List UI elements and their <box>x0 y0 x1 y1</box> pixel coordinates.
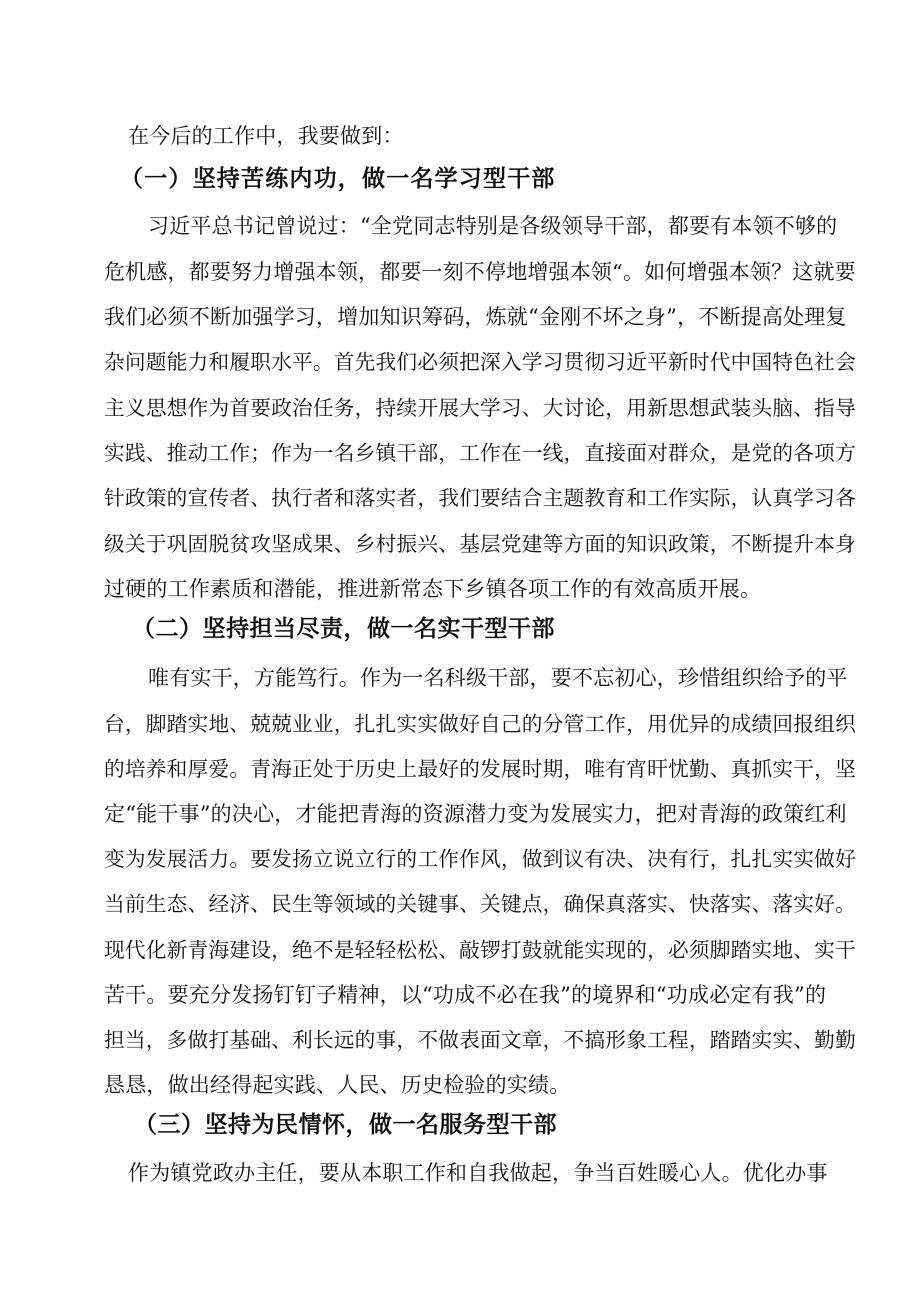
section-1-line-8: 级关于巩固脱贫攻坚成果、乡村振兴、基层党建等方面的知识政策，不断提升本身 <box>104 532 856 556</box>
section-1-line-6: 实践、推动工作；作为一名乡镇干部，工作在一线，直接面对群众，是党的各项方 <box>104 441 856 465</box>
section-3-line-1: 作为镇党政办主任，要从本职工作和自我做起，争当百姓暖心人。优化办事 <box>128 1161 828 1185</box>
section-2-line-7: 现代化新青海建设，绝不是轻轻松松、敲锣打鼓就能实现的，必须脚踏实地、实干 <box>104 938 856 962</box>
intro-line: 在今后的工作中，我要做到： <box>128 124 404 148</box>
section-1-line-5: 主义思想作为首要政治任务，持续开展大学习、大讨论，用新思想武装头脑、指导 <box>104 396 856 420</box>
section-1-line-2: 危机感，都要努力增强本领，都要一刻不停地增强本领“。如何增强本领？这就要 <box>104 260 856 284</box>
section-2-line-5: 变为发展活力。要发扬立说立行的工作作风，做到议有决、决有行，扎扎实实做好 <box>104 847 856 871</box>
section-1-line-7: 针政策的宣传者、执行者和落实者，我们要结合主题教育和工作实际，认真学习各 <box>104 486 856 510</box>
section-1-line-3: 我们必须不断加强学习，增加知识筹码，炼就“金刚不坏之身”，不断提高处理复 <box>104 305 847 329</box>
section-2-line-4: 定“能干事”的决心，才能把青海的资源潜力变为发展实力，把对青海的政策红利 <box>104 802 847 826</box>
section-3-heading: （三）坚持为民情怀，做一名服务型干部 <box>134 1112 557 1138</box>
section-2-line-2: 台，脚踏实地、兢兢业业，扎扎实实做好自己的分管工作，用优异的成绩回报组织 <box>104 712 856 736</box>
section-2-line-10: 恳恳，做出经得起实践、人民、历史检验的实绩。 <box>104 1073 571 1097</box>
section-2-line-1: 唯有实干，方能笃行。作为一名科级干部，要不忘初心，珍惜组织给予的平 <box>148 666 848 690</box>
section-2-line-6: 当前生态、经济、民生等领域的关键事、关键点，确保真落实、快落实、落实好。 <box>104 892 856 916</box>
section-1-line-1: 习近平总书记曾说过：“全党同志特别是各级领导干部，都要有本领不够的 <box>148 214 838 238</box>
section-2-heading: （二）坚持担当尽责，做一名实干型干部 <box>132 616 555 642</box>
section-2-line-8: 苦干。要充分发扬钉钉子精神，以“功成不必在我”的境界和“功成必定有我”的 <box>104 983 827 1007</box>
section-1-heading: （一）坚持苦练内功，做一名学习型干部 <box>120 166 556 192</box>
section-1-line-9: 过硬的工作素质和潜能，推进新常态下乡镇各项工作的有效高质开展。 <box>104 577 762 601</box>
section-2-line-3: 的培养和厚爱。青海正处于历史上最好的发展时期，唯有宵旰忧勤、真抓实干，坚 <box>104 757 856 781</box>
section-1-line-4: 杂问题能力和履职水平。首先我们必须把深入学习贯彻习近平新时代中国特色社会 <box>104 350 856 374</box>
section-2-line-9: 担当，多做打基础、利长远的事，不做表面文章，不搞形象工程，踏踏实实、勤勤 <box>104 1028 856 1052</box>
